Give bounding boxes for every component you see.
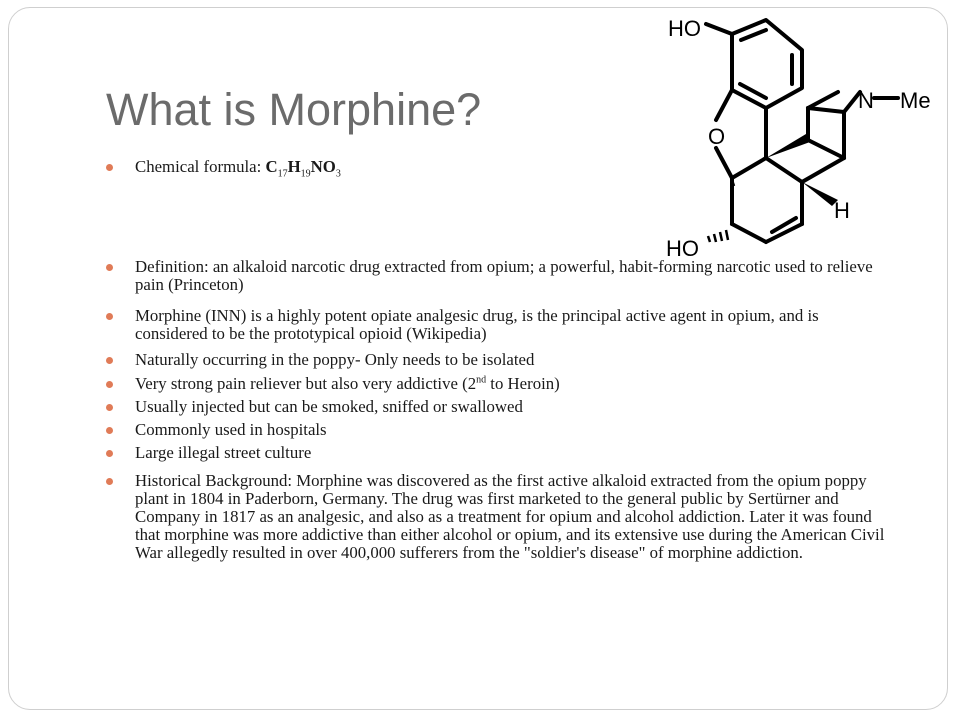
bullet-pain-reliever: Very strong pain reliever but also very addictive (2nd to Heroin) (106, 375, 886, 393)
bullet-dot (106, 357, 113, 364)
bullet-dot (106, 381, 113, 388)
bullet-history: Historical Background: Morphine was discovered as the first active alkaloid extracted from the opium poppy plant in 1804 in Paderborn, Germany. The drug was first marketed to the general public by Sertürner and Company in 1817 as an analgesic, and also as a treatment for opium and alcohol addiction. Later it was found that morphine was more addictive than either alcohol or opium, and its extensive use during the American Civil War allegedly resulted in over 400,000 sufferers from the "soldier's disease" of morphine addiction. (106, 472, 886, 562)
bullet-inn: Morphine (INN) is a highly potent opiate analgesic drug, is the principal active agent in opium, and is considered to be the prototypical opioid (Wikipedia) (106, 307, 886, 343)
bullet-injected: Usually injected but can be smoked, sniffed or swallowed (106, 398, 886, 416)
ether-bond-1 (716, 90, 732, 120)
aromatic-double-bond-1 (741, 30, 766, 40)
bullet-dot (106, 164, 113, 171)
bullet-dot (106, 427, 113, 434)
methyl-label: Me (900, 88, 931, 113)
bullet-dot (106, 478, 113, 485)
ring-oxygen-label: O (708, 124, 726, 149)
bullet-hospitals: Commonly used in hospitals (106, 421, 886, 439)
bullet-dot (106, 404, 113, 411)
bullet-dot (106, 313, 113, 320)
morphine-structure-diagram (648, 10, 948, 270)
wedge-bond-1 (766, 134, 810, 158)
bullet-dot (106, 450, 113, 457)
ho-bottom-label: HO (666, 236, 699, 261)
bridge-bond-6 (808, 140, 844, 158)
nitrogen-label: N (858, 88, 874, 113)
wedge-bond-2 (802, 182, 838, 206)
bullet-natural: Naturally occurring in the poppy- Only needs to be isolated (106, 351, 886, 369)
bullet-chemical-formula: Chemical formula: $C_{17}H_{19}NO_3$ (106, 158, 886, 176)
core-bond-5 (732, 224, 766, 242)
ho-top-label: HO (668, 16, 701, 41)
bridge-bond-7 (808, 92, 838, 108)
slide-title: What is Morphine? (106, 84, 482, 135)
bullet-street-culture: Large illegal street culture (106, 444, 886, 462)
bullet-definition: Definition: an alkaloid narcotic drug extracted from opium; a powerful, habit-forming narcotic used to relieve pain (Princeton) (106, 258, 886, 294)
bridge-bond-4 (808, 108, 844, 112)
ho-top-bond (706, 24, 732, 34)
hydrogen-label: H (834, 198, 850, 223)
bullet-dot (106, 264, 113, 271)
